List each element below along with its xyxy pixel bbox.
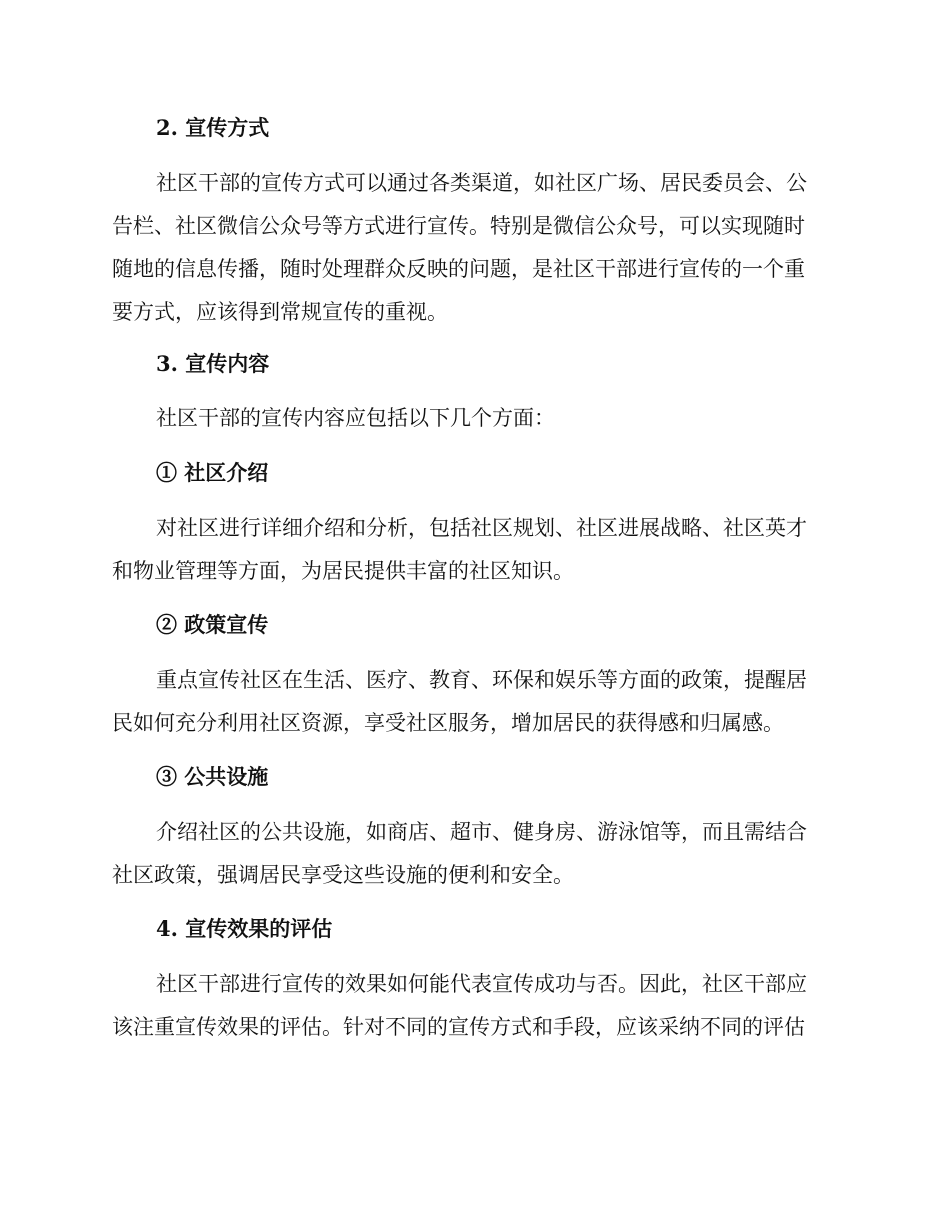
paragraph-community-introduction xyxy=(112,507,832,593)
paragraph-line: 告栏、社区微信公众号等方式进行宣传。特别是微信公众号，可以实现随时 xyxy=(112,214,805,238)
paragraph-line: 介绍社区的公共设施，如商店、超市、健身房、游泳馆等，而且需结合 xyxy=(156,820,807,844)
paragraph-line: 该注重宣传效果的评估。针对不同的宣传方式和手段，应该采纳不同的评估 xyxy=(112,1015,805,1039)
paragraph-line: 随地的信息传播，随时处理群众反映的问题，是社区干部进行宣传的一个重 xyxy=(112,257,805,281)
paragraph-line: 社区干部进行宣传的效果如何能代表宣传成功与否。因此，社区干部应 xyxy=(156,972,807,996)
subheading-public-facilities: ③ 公共设施 xyxy=(156,764,269,789)
paragraph-line: 社区干部的宣传方式可以通过各类渠道，如社区广场、居民委员会、公 xyxy=(156,171,807,195)
paragraph-propaganda-methods xyxy=(112,162,832,334)
paragraph-policy-promotion xyxy=(112,659,832,745)
paragraph-line: 和物业管理等方面，为居民提供丰富的社区知识。 xyxy=(112,559,574,583)
subheading-community-introduction: ① 社区介绍 xyxy=(156,460,269,485)
paragraph-line: 对社区进行详细介绍和分析，包括社区规划、社区进展战略、社区英才 xyxy=(156,516,807,540)
section-heading-propaganda-content: 3. 宣传内容 xyxy=(156,351,270,376)
paragraph-line: 要方式，应该得到常规宣传的重视。 xyxy=(112,300,448,324)
paragraph-line: 民如何充分利用社区资源，享受社区服务，增加居民的获得感和归属感。 xyxy=(112,711,784,735)
subheading-policy-promotion: ② 政策宣传 xyxy=(156,612,269,637)
paragraph-propaganda-content xyxy=(112,397,832,440)
paragraph-public-facilities xyxy=(112,811,832,897)
paragraph-line: 社区政策，强调居民享受这些设施的便利和安全。 xyxy=(112,863,574,887)
paragraph-effect-evaluation xyxy=(112,963,832,1049)
paragraph-line: 重点宣传社区在生活、医疗、教育、环保和娱乐等方面的政策，提醒居 xyxy=(156,668,807,692)
section-heading-propaganda-methods: 2. 宣传方式 xyxy=(156,115,270,140)
section-heading-effect-evaluation: 4. 宣传效果的评估 xyxy=(156,916,333,941)
paragraph-line: 社区干部的宣传内容应包括以下几个方面： xyxy=(156,406,555,430)
